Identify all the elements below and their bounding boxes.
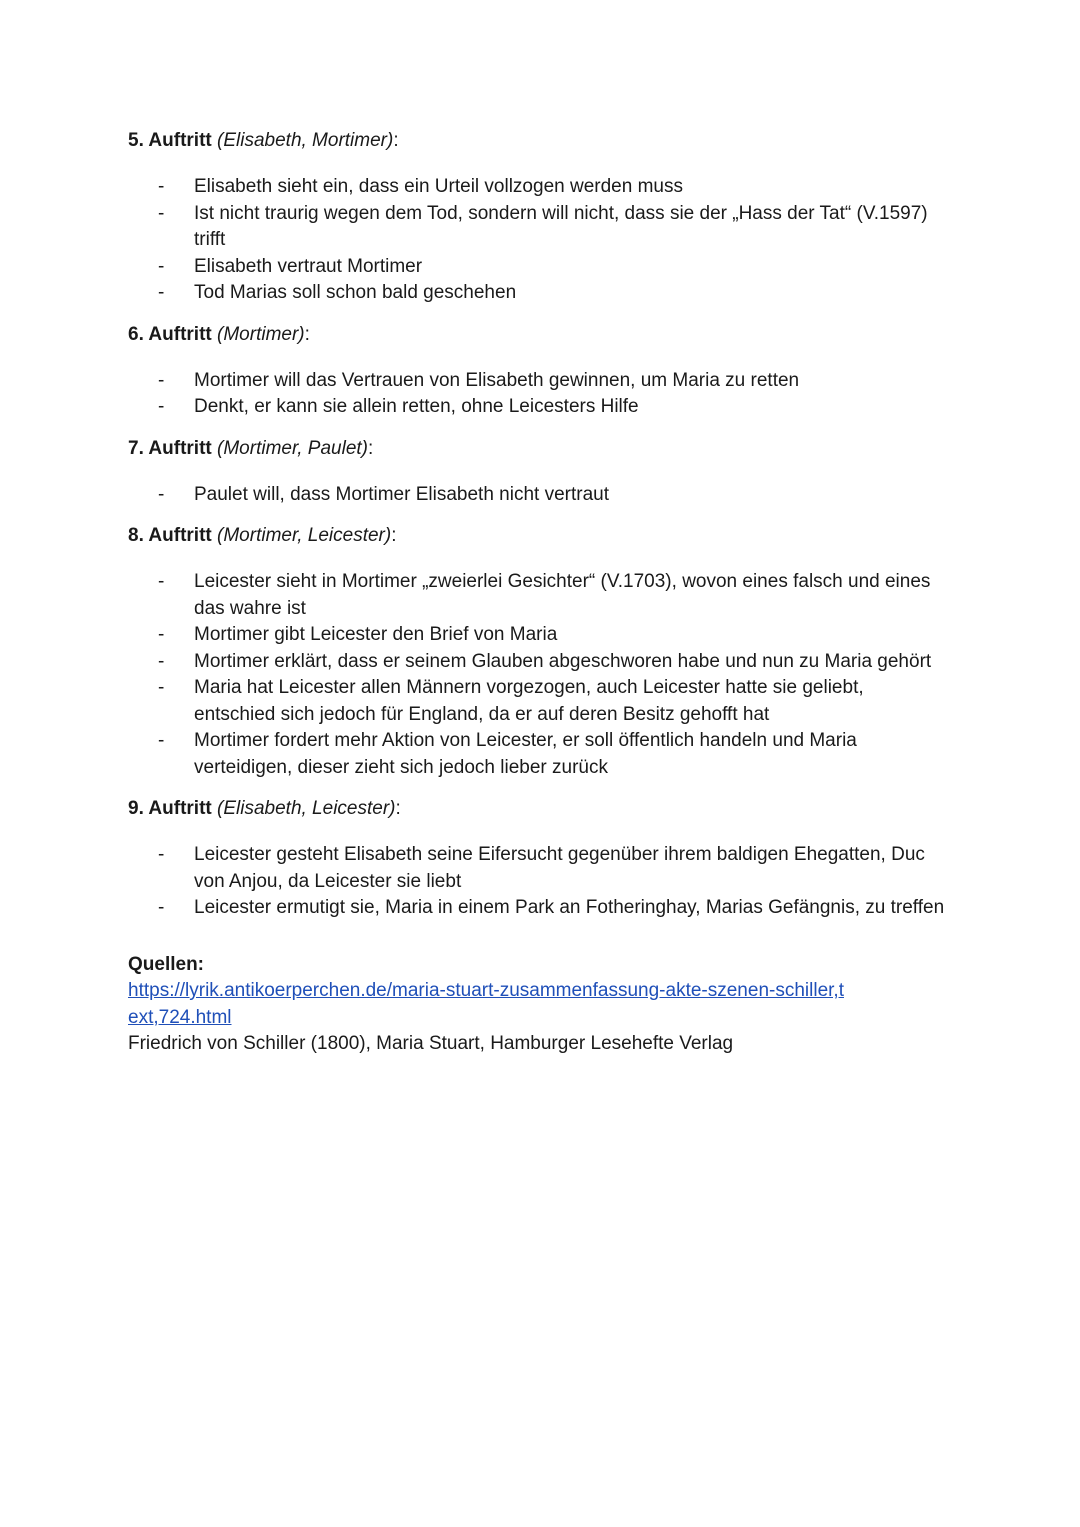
- scene-characters: (Mortimer, Paulet): [217, 437, 368, 459]
- scene-heading: [128, 523, 948, 549]
- bullet-list: [128, 482, 948, 509]
- list-item: - Leicester sieht in Mortimer „zweierlei Gesichter“ (V.1703), wovon eines falsch und eines das wahre ist: [128, 569, 948, 622]
- heading-colon: :: [391, 525, 397, 546]
- scene-number: 5. Auftritt: [128, 130, 212, 151]
- scene-characters: (Elisabeth, Mortimer): [217, 130, 394, 151]
- list-item: - Leicester gesteht Elisabeth seine Eifersucht gegenüber ihrem baldigen Ehegatten, Duc von Anjou, da Leicester sie liebt: [128, 842, 948, 895]
- scene-number: 9. Auftritt: [128, 798, 212, 819]
- bullet-list: [128, 842, 948, 922]
- scene-number: 8. Auftritt: [128, 525, 212, 546]
- scene-section: [128, 796, 948, 922]
- scene-number: 7. Auftritt: [128, 437, 212, 459]
- heading-colon: :: [395, 798, 401, 819]
- list-item: - Mortimer gibt Leicester den Brief von Maria: [128, 622, 948, 649]
- list-item: - Mortimer will das Vertrauen von Elisabeth gewinnen, um Maria zu retten: [128, 368, 948, 395]
- list-item: - Mortimer erklärt, dass er seinem Glauben abgeschworen habe und nun zu Maria gehört: [128, 649, 948, 676]
- list-item: - Elisabeth vertraut Mortimer: [128, 254, 948, 281]
- heading-colon: :: [393, 130, 399, 151]
- scene-characters: (Mortimer): [217, 323, 305, 345]
- scene-section: [128, 436, 948, 509]
- list-item: - Tod Marias soll schon bald geschehen: [128, 280, 948, 307]
- scene-heading: [128, 436, 948, 462]
- list-item: - Leicester ermutigt sie, Maria in einem Park an Fotheringhay, Marias Gefängnis, zu treffen: [128, 895, 948, 922]
- scene-section: [128, 128, 948, 307]
- scene-characters: (Mortimer, Leicester): [217, 525, 392, 546]
- document-page: [128, 128, 948, 1058]
- bullet-list: [128, 569, 948, 781]
- list-item: - Denkt, er kann sie allein retten, ohne Leicesters Hilfe: [128, 394, 948, 421]
- bullet-list: [128, 174, 948, 307]
- list-item: - Ist nicht traurig wegen dem Tod, sondern will nicht, dass sie der „Hass der Tat“ (V.1597) trifft: [128, 201, 948, 254]
- list-item: - Paulet will, dass Mortimer Elisabeth nicht vertraut: [128, 482, 948, 509]
- source-link[interactable]: https://lyrik.antikoerperchen.de/maria-stuart-zusammenfassung-akte-szenen-schiller,text,724.html: [128, 980, 844, 1028]
- list-item: - Elisabeth sieht ein, dass ein Urteil vollzogen werden muss: [128, 174, 948, 201]
- heading-colon: :: [368, 437, 374, 459]
- scene-heading: [128, 322, 948, 348]
- bullet-list: [128, 368, 948, 421]
- scene-number: 6. Auftritt: [128, 323, 212, 345]
- list-item: - Mortimer fordert mehr Aktion von Leicester, er soll öffentlich handeln und Maria verteidigen, dieser zieht sich jedoch lieber zurück: [128, 728, 948, 781]
- sources-block: [128, 952, 948, 1058]
- scene-characters: (Elisabeth, Leicester): [217, 798, 396, 819]
- scene-section: [128, 523, 948, 781]
- scene-heading: [128, 796, 948, 822]
- scene-heading: [128, 128, 948, 154]
- list-item: - Maria hat Leicester allen Männern vorgezogen, auch Leicester hatte sie geliebt, entschied sich jedoch für England, da er auf deren Besitz gehofft hat: [128, 675, 948, 728]
- source-citation: Friedrich von Schiller (1800), Maria Stuart, Hamburger Lesehefte Verlag: [128, 1033, 734, 1054]
- heading-colon: :: [304, 323, 310, 345]
- scene-section: [128, 322, 948, 421]
- sources-label: Quellen:: [128, 953, 205, 975]
